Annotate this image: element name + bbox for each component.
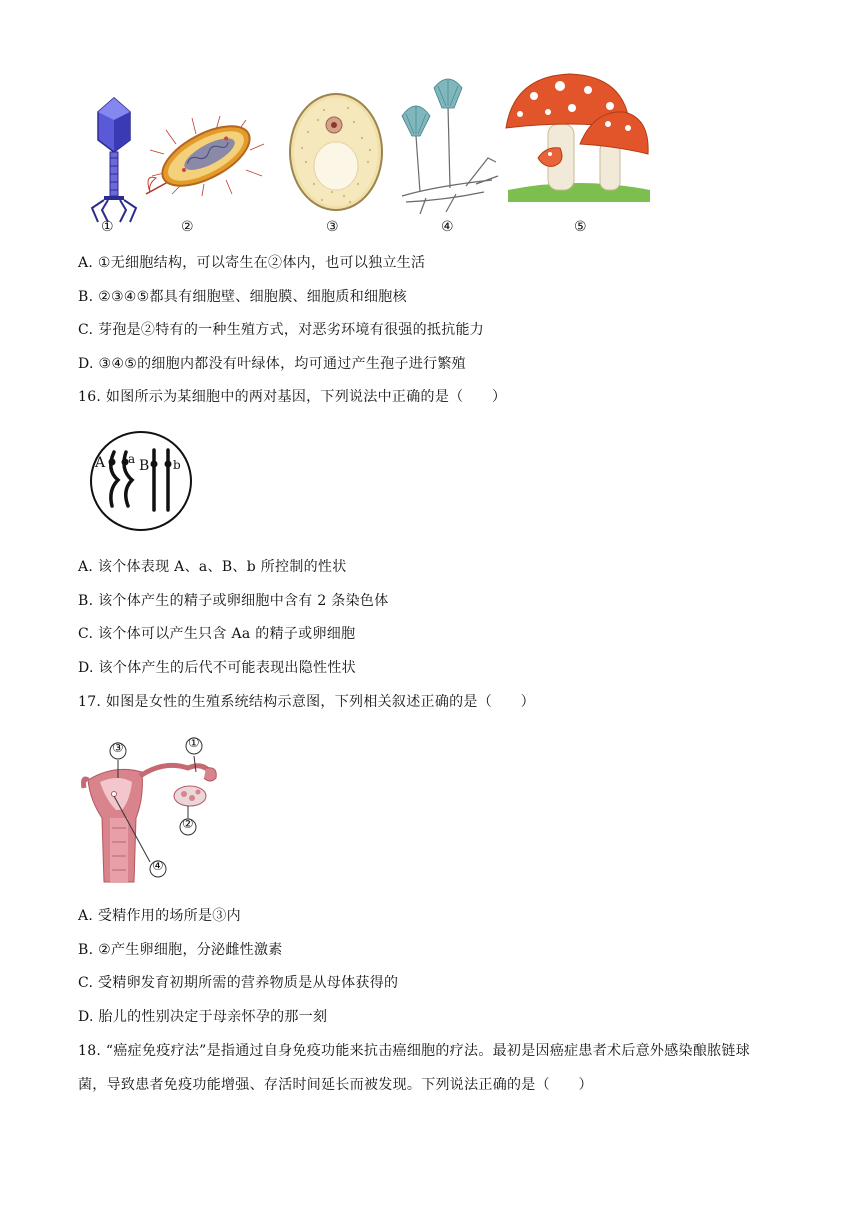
- q15-option-b: B. ②③④⑤都具有细胞壁、细胞膜、细胞质和细胞核: [78, 289, 407, 305]
- repro-label-2: ②: [182, 817, 194, 832]
- penicillium-image: [396, 76, 506, 218]
- q18-stem-line2: 菌，导致患者免疫功能增强、存活时间延长而被发现。下列说法正确的是（ ）: [78, 1077, 593, 1093]
- q18-stem-line1: 18. “癌症免疫疗法”是指通过自身免疫功能来抗击癌细胞的疗法。最初是因癌症患者术后意外感染酿脓链球: [78, 1043, 751, 1059]
- mushroom-image: [504, 72, 652, 202]
- q17-stem: 17. 如图是女性的生殖系统结构示意图，下列相关叙述正确的是（ ）: [78, 694, 535, 710]
- bacteriophage-image: [84, 96, 144, 224]
- figure-label-3: ③: [326, 219, 339, 235]
- q17-option-a: A. 受精作用的场所是③内: [78, 908, 241, 924]
- figure-label-1: ①: [101, 219, 114, 235]
- repro-label-3: ③: [112, 741, 124, 756]
- q16-option-d: D. 该个体产生的后代不可能表现出隐性性状: [78, 660, 356, 676]
- q16-option-a: A. 该个体表现 A、a、B、b 所控制的性状: [78, 559, 347, 575]
- q15-option-a: A. ①无细胞结构，可以寄生在②体内，也可以独立生活: [78, 255, 426, 271]
- gene-label-b: b: [173, 458, 181, 472]
- repro-label-4: ④: [152, 859, 164, 874]
- q17-option-b: B. ②产生卵细胞，分泌雌性激素: [78, 942, 283, 958]
- yeast-cell-image: [288, 92, 384, 212]
- bacterium-image: [146, 114, 268, 198]
- gene-label-B: B: [139, 458, 150, 474]
- q17-option-d: D. 胎儿的性别决定于母亲怀孕的那一刻: [78, 1009, 328, 1025]
- q15-option-c: C. 芽孢是②特有的一种生殖方式，对恶劣环境有很强的抵抗能力: [78, 322, 485, 338]
- q16-option-b: B. 该个体产生的精子或卵细胞中含有 2 条染色体: [78, 593, 389, 609]
- q17-option-c: C. 受精卵发育初期所需的营养物质是从母体获得的: [78, 975, 399, 991]
- repro-label-1: ①: [188, 736, 200, 751]
- gene-label-A: A: [95, 455, 106, 471]
- figure-label-5: ⑤: [574, 219, 587, 235]
- q16-option-c: C. 该个体可以产生只含 Aa 的精子或卵细胞: [78, 626, 356, 642]
- gene-label-a: a: [128, 452, 136, 466]
- q16-stem: 16. 如图所示为某细胞中的两对基因，下列说法中正确的是（ ）: [78, 389, 507, 405]
- figure-label-4: ④: [441, 219, 454, 235]
- figure-label-2: ②: [181, 219, 194, 235]
- q15-option-d: D. ③④⑤的细胞内都没有叶绿体，均可通过产生孢子进行繁殖: [78, 356, 466, 372]
